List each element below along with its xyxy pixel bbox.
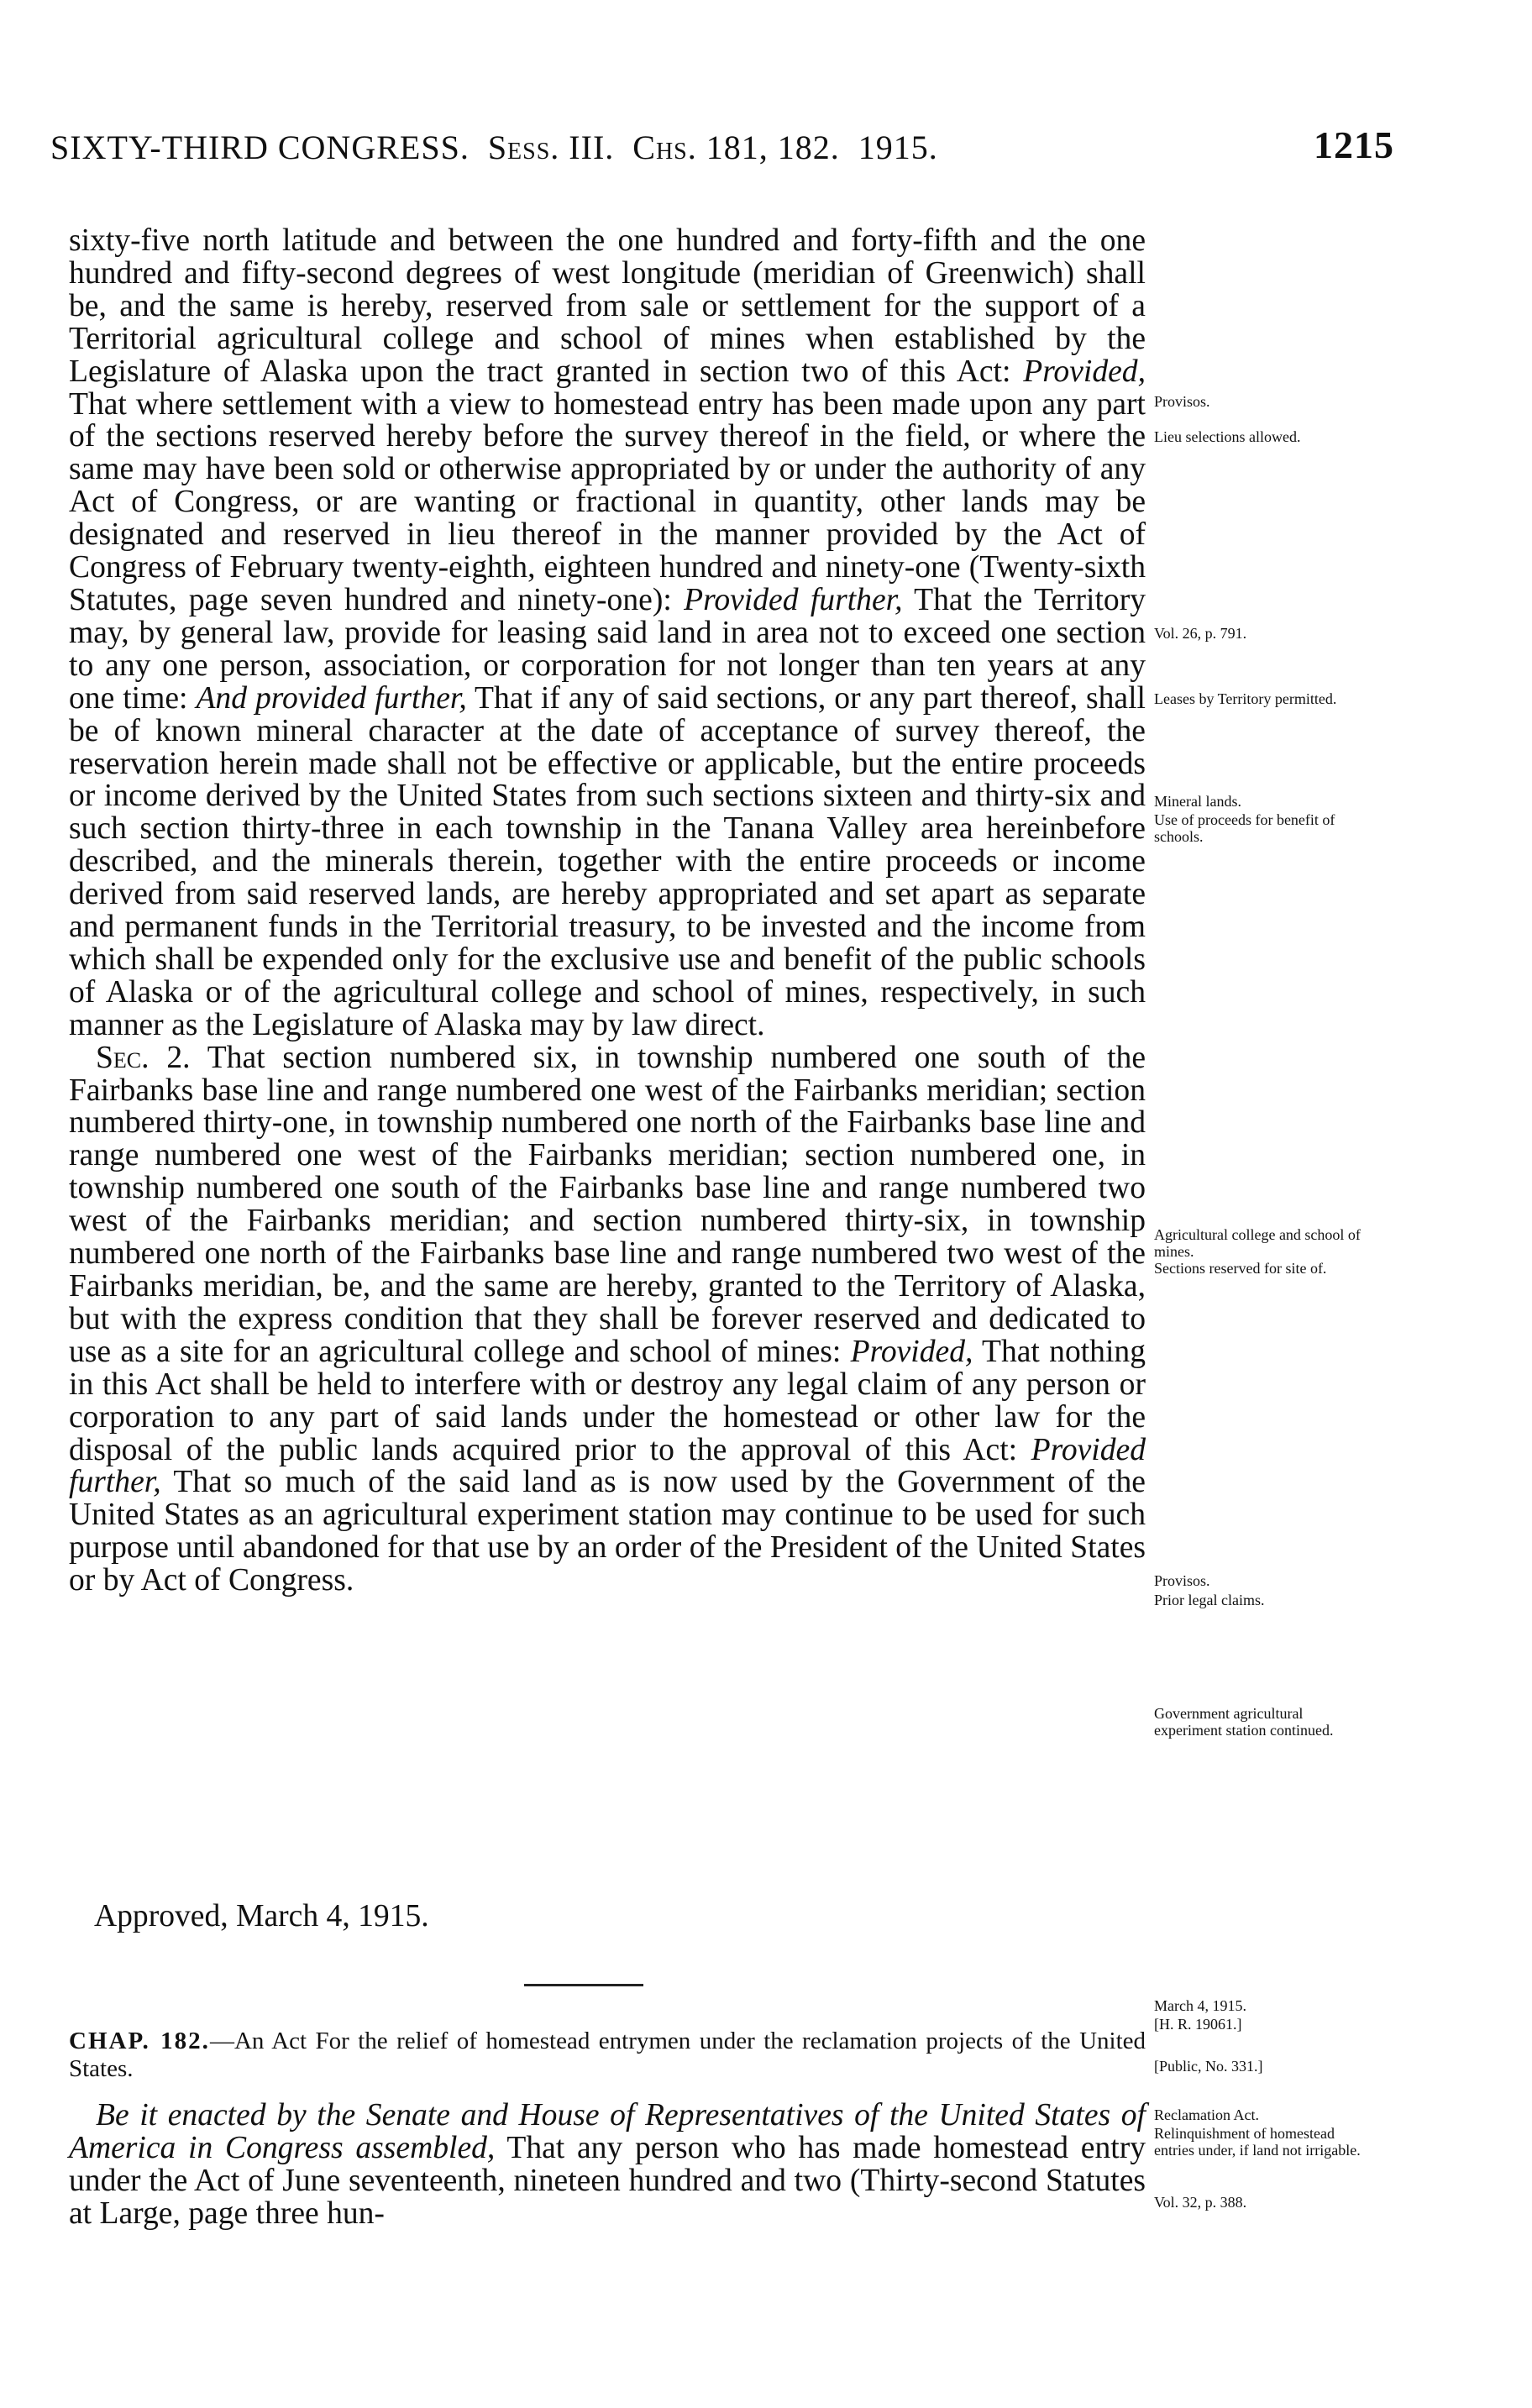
margin-ag-college: Agricultural college and school of mines. [1154, 1226, 1361, 1260]
congress-label: SIXTY-THIRD CONGRESS. [50, 129, 470, 166]
chapter-label: CHAP. 182. [69, 2028, 210, 2054]
enacting-clause [69, 2100, 1146, 2231]
margin-prior-claims: Prior legal claims. [1154, 1592, 1265, 1608]
margin-lieu-selections: Lieu selections allowed. [1154, 428, 1301, 445]
session-label: Sess. III. [487, 129, 615, 166]
chapter-182-heading [69, 2028, 1146, 2083]
paragraph-1: sixty-five north latitude and between the one hundred and forty-fifth and the one hundred and fifty-second degrees of west longitude (meridian of Greenwich) shall be, and the same is hereby, reserved from sale or settlement for the support of a Territorial agricultural college and school of mines when established by the Legislature of Alaska upon the tract granted in section two of this Act: Provided, That where settlement with a view to homestead entry has been made upon any part of the sections reserved hereby before the survey thereof in the field, or where the same may have been sold or otherwise appropriated by or under the authority of any Act of Congress, or are wanting or fractional in quantity, other lands may be designated and reserved in lieu thereof in the manner provided by the Act of Congress of February twenty-eighth, eighteen hundred and ninety-one (Twenty-sixth Statutes, page seven hundred and ninety-one): Provided further, That the Territory may, by general law, provide for leasing said land in area not to exceed one section to any one person, association, or corporation for not longer than ten years at any one time: And provided further, That if any of said sections, or any part thereof, shall be of known mineral character at the date of acceptance of survey thereof, the reservation herein made shall not be effective or applicable, but the entire proceeds or income derived by the United States from such sections sixteen and thirty-six and such section thirty-three in each township in the Tanana Valley area hereinbefore described, and the minerals therein, together with the entire proceeds or income derived from said reserved lands, are hereby appropriated and set apart as separate and permanent funds in the Territorial treasury, to be invested and the income from which shall be expended only for the exclusive use and benefit of the public schools of Alaska or of the agricultural college and school of mines, respectively, in such manner as the Legislature of Alaska may by law direct. [69, 223, 1146, 1042]
margin-sections-reserved: Sections reserved for site of. [1154, 1260, 1327, 1277]
margin-gov-station: Government agricultural experiment station continued. [1154, 1705, 1334, 1739]
section-label: Sec. 2. [96, 1040, 191, 1075]
main-text [69, 225, 1146, 1597]
proviso-italic: Provided, [850, 1334, 973, 1369]
margin-vol26: Vol. 26, p. 791. [1154, 625, 1247, 642]
approval-line: Approved, March 4, 1915. [94, 1899, 429, 1933]
year-label: 1915. [858, 129, 938, 166]
margin-provisos: Provisos. [1154, 393, 1210, 410]
margin-mineral-lands: Mineral lands. [1154, 793, 1241, 810]
proviso-italic: And provided further, [196, 680, 467, 716]
enacting-text: That any person who has made homestead entry under the Act of June seventeenth, nineteen hundred and two (Thirty-second Statutes at Large, page three hun- [69, 2130, 1146, 2231]
margin-vol32: Vol. 32, p. 388. [1154, 2194, 1247, 2211]
enacting-italic: Be it enacted by the Senate and House of Representatives of the United States of America in Congress assembled, [69, 2098, 1146, 2165]
chapters-label: Chs. 181, 182. [632, 129, 840, 166]
margin-provisos-2: Provisos. [1154, 1572, 1210, 1589]
header-title [50, 128, 938, 167]
margin-bill-number: [H. R. 19061.] [1154, 2016, 1242, 2033]
chapter-title: —An Act For the relief of homestead entrymen under the reclamation projects of the United States. [69, 2028, 1146, 2082]
proviso-italic: Provided further, [684, 582, 903, 617]
margin-date: March 4, 1915. [1154, 1997, 1246, 2014]
proviso-italic: Provided further, [69, 1432, 1146, 1500]
page-number: 1215 [1314, 123, 1394, 166]
margin-public-law: [Public, No. 331.] [1154, 2058, 1263, 2075]
running-header [50, 123, 1394, 178]
margin-leases: Leases by Territory permitted. [1154, 690, 1337, 707]
section-divider [524, 1984, 643, 1986]
proviso-italic: Provided, [1023, 354, 1146, 389]
margin-reclamation-act: Reclamation Act. [1154, 2106, 1259, 2123]
margin-use-proceeds: Use of proceeds for benefit of schools. [1154, 811, 1335, 845]
margin-relinquishment: Relinquishment of homestead entries under, if land not irrigable. [1154, 2125, 1361, 2159]
paragraph-sec2: Sec. 2. That section numbered six, in township numbered one south of the Fairbanks base line and range numbered one west of the Fairbanks meridian; section numbered thirty-one, in township numbered one north of the Fairbanks base line and range numbered one west of the Fairbanks meridian; section numbered one, in township numbered one south of the Fairbanks base line and range numbered two west of the Fairbanks meridian; and section numbered thirty-six, in township numbered one north of the Fairbanks base line and range numbered two west of the Fairbanks meridian, be, and the same are hereby, granted to the Territory of Alaska, but with the express condition that they shall be forever reserved and dedicated to use as a site for an agricultural college and school of mines: Provided, That nothing in this Act shall be held to interfere with or destroy any legal claim of any person or corporation to any part of said lands under the homestead or other law for the disposal of the public lands acquired prior to the approval of this Act: Provided further, That so much of the said land as is now used by the Government of the United States as an agricultural experiment station may continue to be used for such purpose until abandoned for that use by an order of the President of the United States or by Act of Congress. [69, 1040, 1146, 1598]
